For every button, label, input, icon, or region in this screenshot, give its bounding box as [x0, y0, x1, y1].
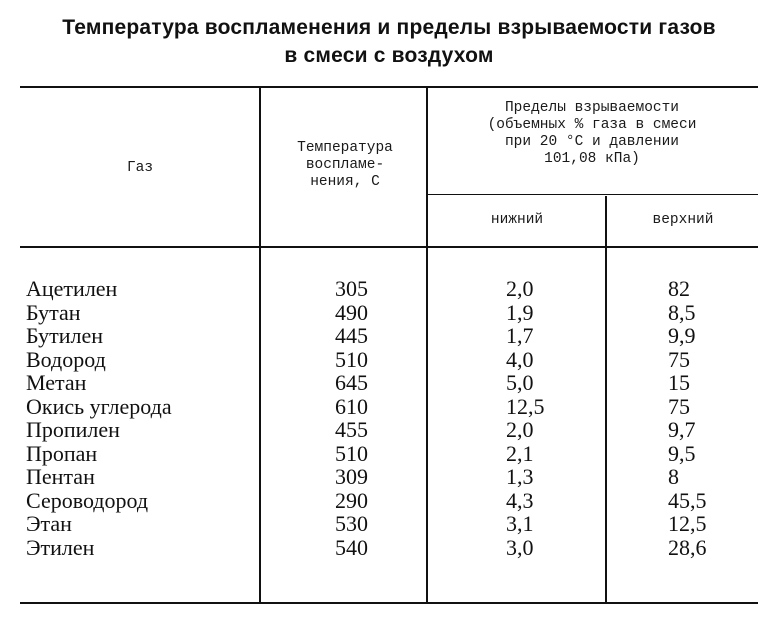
upper-limit: 8,5: [668, 300, 696, 325]
lower-limit: 3,1: [506, 511, 534, 536]
lower-limit: 12,5: [506, 394, 545, 419]
gas-name: Пентан: [26, 464, 95, 489]
gas-name: Этан: [26, 511, 72, 536]
gas-name: Окись углерода: [26, 394, 172, 419]
ignition-temperature: 510: [335, 347, 368, 372]
header-upper: верхний: [652, 212, 714, 228]
header-limits-line-2: (объемных % газа в смеси: [487, 117, 697, 133]
ignition-temperature: 455: [335, 417, 368, 442]
header-explosion-limits: [440, 100, 744, 168]
upper-limit: 45,5: [668, 488, 707, 513]
gas-name: Сероводород: [26, 488, 149, 513]
ignition-temperature: 290: [335, 488, 368, 513]
header-temperature: [266, 140, 424, 191]
top-rule: [20, 86, 758, 88]
lower-limit: 4,0: [506, 347, 534, 372]
ignition-temperature: 645: [335, 370, 368, 395]
ignition-temperature: 305: [335, 276, 368, 301]
header-limits-line-3: при 20 °С и давлении: [504, 134, 680, 150]
gas-name: Водород: [26, 347, 106, 372]
lower-limit: 2,0: [506, 276, 534, 301]
lower-limit: 4,3: [506, 488, 534, 513]
gas-name: Ацетилен: [26, 276, 118, 301]
upper-limit: 9,9: [668, 323, 696, 348]
lower-limit: 3,0: [506, 535, 534, 560]
header-limits-line-4: 101,08 кПа): [544, 151, 640, 167]
table-title-line-1: Температура воспламенения и пределы взрываемости газов: [62, 16, 716, 39]
gas-name: Пропилен: [26, 417, 120, 442]
header-temperature-line-1: Температура: [297, 140, 393, 156]
upper-limit: 12,5: [668, 511, 707, 536]
ignition-temperature: 510: [335, 441, 368, 466]
table-title-line-2: в смеси с воздухом: [284, 44, 494, 67]
lower-limit: 1,9: [506, 300, 534, 325]
lower-limit: 5,0: [506, 370, 534, 395]
ignition-temperature: 490: [335, 300, 368, 325]
lower-limit: 1,7: [506, 323, 534, 348]
gas-name: Метан: [26, 370, 87, 395]
column-divider-1: [259, 88, 261, 602]
header-gas: Газ: [126, 160, 154, 176]
column-divider-3: [605, 196, 607, 602]
gas-name: Этилен: [26, 535, 95, 560]
header-limits-line-1: Пределы взрываемости: [504, 100, 680, 116]
lower-limit: 2,0: [506, 417, 534, 442]
upper-limit: 8: [668, 464, 679, 489]
upper-limit: 82: [668, 276, 690, 301]
gas-name: Пропан: [26, 441, 98, 466]
lower-limit: 1,3: [506, 464, 534, 489]
ignition-temperature: 610: [335, 394, 368, 419]
bottom-rule: [20, 602, 758, 604]
upper-limit: 75: [668, 347, 690, 372]
limits-subheader-rule: [428, 194, 758, 195]
header-temperature-line-2: воспламе-: [305, 157, 385, 173]
lower-limit: 2,1: [506, 441, 534, 466]
ignition-temperature: 309: [335, 464, 368, 489]
header-bottom-rule: [20, 246, 758, 248]
column-divider-2: [426, 88, 428, 602]
upper-limit: 9,7: [668, 417, 696, 442]
ignition-temperature: 530: [335, 511, 368, 536]
upper-limit: 15: [668, 370, 690, 395]
upper-limit: 9,5: [668, 441, 696, 466]
header-temperature-line-3: нения, С: [310, 174, 380, 190]
upper-limit: 75: [668, 394, 690, 419]
ignition-temperature: 540: [335, 535, 368, 560]
ignition-temperature: 445: [335, 323, 368, 348]
upper-limit: 28,6: [668, 535, 707, 560]
gas-name: Бутан: [26, 300, 81, 325]
header-lower: нижний: [490, 212, 544, 228]
gas-name: Бутилен: [26, 323, 103, 348]
